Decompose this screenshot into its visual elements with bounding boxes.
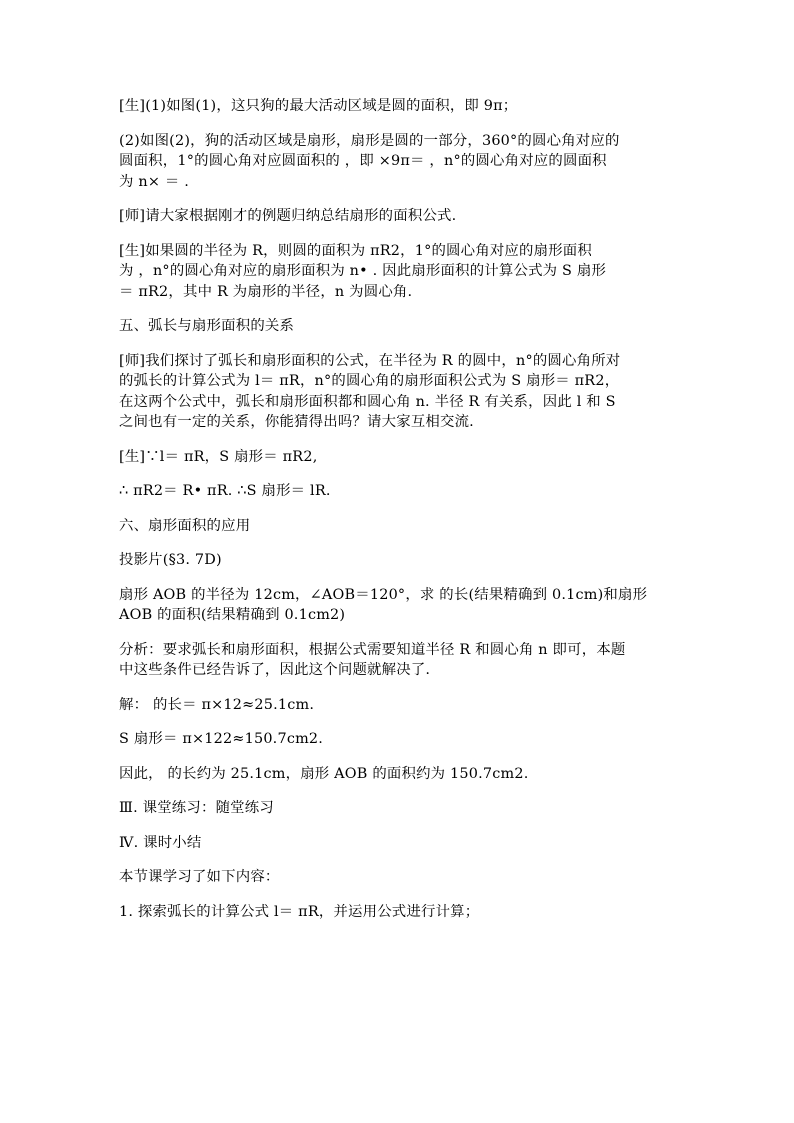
paragraph-student-answer-2 [119,131,679,193]
paragraph-conclusion [119,764,679,785]
paragraph-solution-area [119,729,679,750]
text-line: 分析：要求弧长和扇形面积，根据公式需要知道半径 R 和圆心角 n 即可，本题 [119,641,626,658]
text-line: 之间也有一定的关系，你能猜得出吗？请大家互相交流. [119,414,474,430]
text-line: Ⅲ. 课堂练习：随堂练习 [119,800,274,816]
section-heading-application [119,516,679,537]
text-line: 因此， 的长约为 25.1cm，扇形 AOB 的面积约为 150.7cm2. [119,765,529,782]
section-heading-arc-sector-relation [119,316,679,337]
paragraph-solution-arc [119,695,679,716]
text-line: AOB 的面积(结果精确到 0.1cm2) [119,607,346,623]
text-line: 在这两个公式中，弧长和扇形面积都和圆心角 n. 半径 R 有关系，因此 l 和 S [119,393,616,410]
text-line: ＝ πR2，其中 R 为扇形的半径，n 为圆心角. [119,283,413,300]
paragraph-sector-area-formula [119,241,679,303]
text-line: 投影片(§3. 7D) [119,552,222,568]
text-line: 本节课学习了如下内容： [119,869,280,885]
text-line: ∴ πR2＝ R• πR. ∴S 扇形＝ lR. [119,483,331,499]
text-line: 为 n× ＝ . [119,173,190,190]
text-line: S 扇形＝ π×122≈150.7cm2. [119,731,324,747]
text-line: 六、扇形面积的应用 [119,517,251,534]
text-line: (2)如图(2)，狗的活动区域是扇形，扇形是圆的一部分，360°的圆心角对应的 [119,132,620,149]
text-line: 五、弧长与扇形面积的关系 [119,318,295,334]
paragraph-slide-reference [119,550,679,571]
text-line: 为 ，n°的圆心角对应的扇形面积为 n• . 因此扇形面积的计算公式为 S 扇形 [119,263,607,279]
text-line: 1. 探索弧长的计算公式 l＝ πR，并运用公式进行计算； [119,903,480,920]
text-line: [师]我们探讨了弧长和扇形面积的公式，在半径为 R 的圆中，n°的圆心角所对 [119,352,621,369]
text-line: [师]请大家根据刚才的例题归纳总结扇形的面积公式. [119,208,457,224]
text-line: [生](1)如图(1)，这只狗的最大活动区域是圆的面积，即 9π； [119,98,518,114]
paragraph-analysis [119,640,679,681]
paragraph-teacher-prompt [119,206,679,227]
text-line: 的弧长的计算公式为 l＝ πR，n°的圆心角的扇形面积公式为 S 扇形＝ πR2， [119,373,620,389]
paragraph-teacher-discussion [119,351,679,433]
text-line: [生]∵l＝ πR，S 扇形＝ πR2, [119,448,318,465]
paragraph-student-derivation [119,447,679,468]
paragraph-problem-statement [119,585,679,626]
text-line: 扇形 AOB 的半径为 12cm，∠AOB＝120°，求 的长(结果精确到 0.1cm)和扇形 [119,586,648,603]
paragraph-derivation-result [119,481,679,502]
section-heading-summary [119,833,679,854]
text-line: 中这些条件已经告诉了，因此这个问题就解决了. [119,662,431,678]
document-page [119,96,679,936]
text-line: Ⅳ. 课时小结 [119,834,202,851]
text-line: [生]如果圆的半径为 R，则圆的面积为 πR2，1°的圆心角对应的扇形面积 [119,242,592,259]
paragraph-summary-intro [119,867,679,888]
text-line: 圆面积，1°的圆心角对应圆面积的 ，即 ×9π＝ ，n°的圆心角对应的圆面积 [119,153,607,169]
paragraph-student-answer-1 [119,96,679,117]
text-line: 解： 的长＝ π×12≈25.1cm. [119,696,315,713]
paragraph-summary-item-1 [119,902,679,923]
section-heading-class-practice [119,798,679,819]
